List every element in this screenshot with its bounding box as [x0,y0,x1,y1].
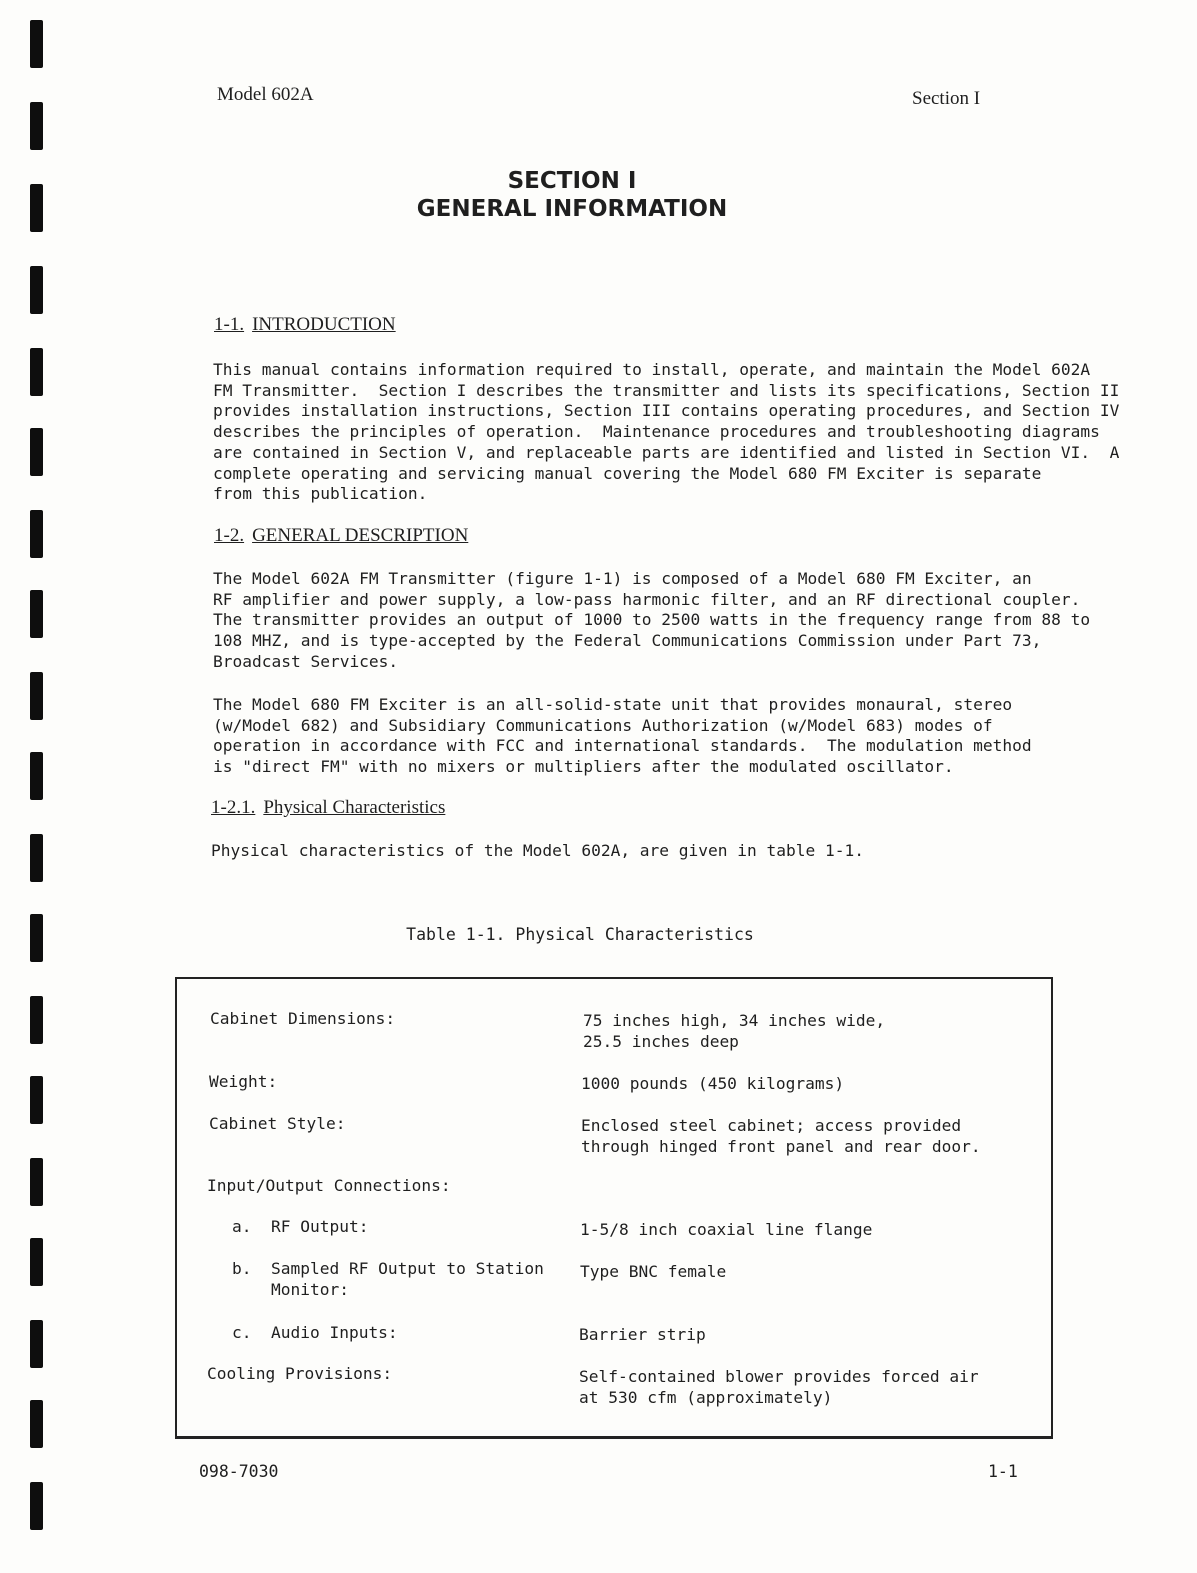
heading-number: 1-2.1. [211,797,256,818]
punch-mark [30,752,43,800]
punch-mark [30,1320,43,1368]
table-label: a. RF Output: [232,1217,369,1236]
physical-characteristics-table [175,977,1053,1439]
table-label: c. Audio Inputs: [232,1323,398,1342]
section-title: SECTION I [507,168,637,194]
punch-mark [30,1400,43,1448]
punch-mark [30,266,43,314]
table-value: Type BNC female [580,1262,727,1281]
table-value: Enclosed steel cabinet; access provided through hinged front panel and rear door. [581,1116,981,1156]
punch-mark [30,1158,43,1206]
punch-mark [30,102,43,150]
punch-mark [30,672,43,720]
punch-mark [30,590,43,638]
heading-text: GENERAL DESCRIPTION [252,525,469,546]
heading-physical-characteristics [211,797,445,819]
table-value: Self-contained blower provides forced air at 530 cfm (approximately) [579,1367,979,1407]
header-model: Model 602A [217,84,314,105]
paragraph-description-1: The Model 602A FM Transmitter (figure 1-1) is composed of a Model 680 FM Exciter, an RF amplifier and power supply, a low-pass harmonic filter, and an RF directional coupler. The transmitter provides an output of 1000 to 2500 watts in the frequency range from 88 to 108 MHZ, and is type-accepted by the Federal Communications Commission under Part 73, Broadcast Services. [213,569,1091,671]
heading-number: 1-1. [214,314,245,335]
punch-mark [30,510,43,558]
footer-page-number: 1-1 [988,1462,1018,1481]
heading-introduction [214,314,396,336]
punch-mark [30,1482,43,1530]
paragraph-description-2: The Model 680 FM Exciter is an all-solid-state unit that provides monaural, stereo (w/Model 682) and Subsidiary Communications Authorization (w/Model 683) modes of operation in accordance with FCC and international standards. The modulation method is "direct FM" with no mixers or multipliers after the modulated oscillator. [213,695,1032,777]
paragraph-introduction: This manual contains information required to install, operate, and maintain the Model 602A FM Transmitter. Section I describes the transmitter and lists its specifications, Section II provides installation instructions, Section III contains operating procedures, and Section IV describes the principles of operation. Maintenance procedures and troubleshooting diagrams are contained in Section V, and replaceable parts are identified and listed in Section VI. A complete operating and servicing manual covering the Model 680 FM Exciter is separate from this publication. [213,360,1120,504]
heading-number: 1-2. [214,525,245,546]
table-value: Barrier strip [579,1325,706,1344]
punch-mark [30,348,43,396]
header-section: Section I [912,88,981,109]
table-label: Cabinet Style: [209,1114,346,1133]
heading-text: Physical Characteristics [263,797,446,818]
table-value: 1-5/8 inch coaxial line flange [580,1220,873,1239]
punch-mark [30,834,43,882]
table-value: 75 inches high, 34 inches wide, 25.5 inches deep [583,1011,886,1051]
table-label: Weight: [209,1072,278,1091]
punch-mark [30,1076,43,1124]
paragraph-physical: Physical characteristics of the Model 602A, are given in table 1-1. [211,841,864,860]
heading-general-description [214,525,468,547]
section-subtitle: GENERAL INFORMATION [416,196,728,222]
table-label: Input/Output Connections: [207,1176,451,1195]
punch-mark [30,20,43,68]
punch-mark [30,428,43,476]
punch-mark [30,1238,43,1286]
footer-document-number: 098-7030 [199,1462,279,1481]
table-value: 1000 pounds (450 kilograms) [581,1074,845,1093]
table-label: b. Sampled RF Output to Station Monitor: [232,1259,544,1299]
table-label: Cabinet Dimensions: [210,1009,396,1028]
table-caption: Table 1-1. Physical Characteristics [406,925,754,944]
table-label: Cooling Provisions: [207,1364,393,1383]
heading-text: INTRODUCTION [252,314,396,335]
punch-mark [30,996,43,1044]
